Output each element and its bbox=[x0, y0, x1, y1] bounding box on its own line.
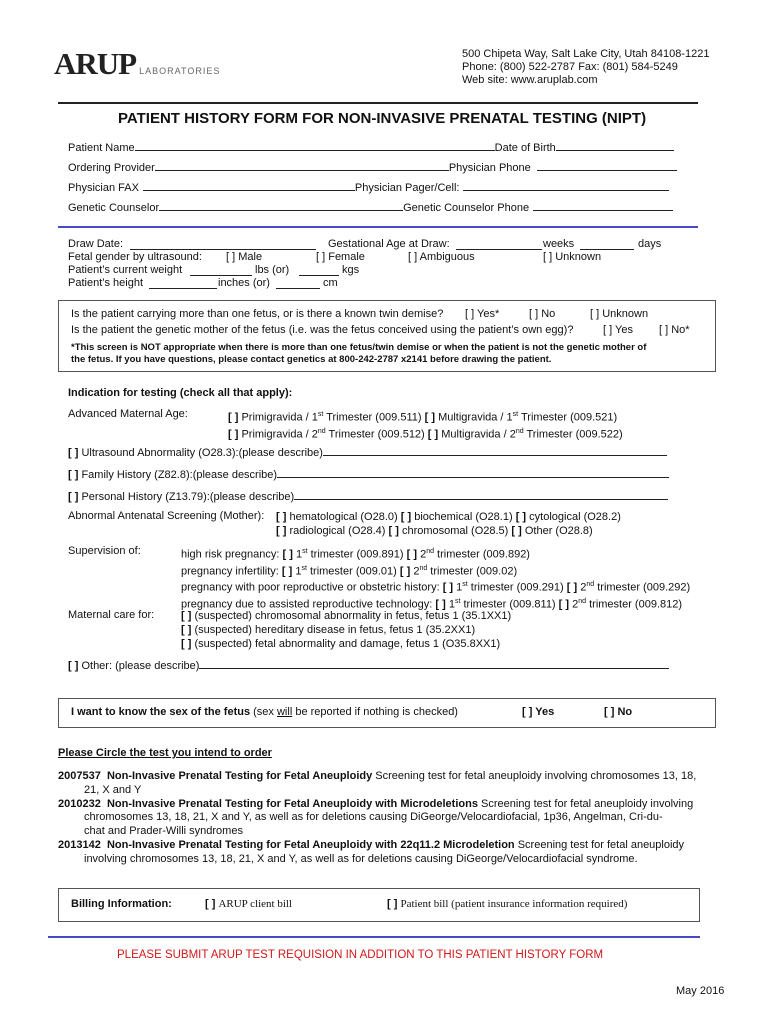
personal-field[interactable] bbox=[294, 488, 668, 500]
twin-note-line1: *This screen is NOT appropriate when there is more than one fetus/twin demise or when the patient is not the genetic mother of bbox=[71, 342, 647, 353]
client-bill-label: ARUP client bill bbox=[218, 898, 292, 910]
mat1-checkbox[interactable]: [ ] bbox=[181, 610, 192, 622]
ama-options bbox=[228, 408, 623, 441]
cm-label: cm bbox=[323, 277, 338, 289]
tests-list bbox=[58, 770, 718, 867]
weeks-field[interactable] bbox=[456, 238, 542, 250]
ultrasound-label: Ultrasound Abnormality (O28.3):(please describe) bbox=[81, 447, 323, 459]
indication-heading: Indication for testing (check all that apply): bbox=[68, 387, 293, 399]
header-rule bbox=[58, 102, 698, 104]
sex-q-a: (sex bbox=[253, 706, 277, 718]
prim2-label: Primigravida / 2 bbox=[241, 428, 318, 441]
genetic-counselor-phone-field[interactable] bbox=[533, 199, 673, 211]
hrp2: trimester (009.892) bbox=[437, 548, 530, 561]
family-row[interactable] bbox=[68, 466, 669, 481]
chrom-checkbox[interactable]: [ ] bbox=[388, 525, 399, 537]
inf1-checkbox[interactable]: [ ] bbox=[281, 565, 293, 578]
inches-label: inches (or) bbox=[218, 277, 270, 289]
art2-checkbox[interactable]: [ ] bbox=[558, 598, 570, 611]
unknown-checkbox[interactable]: [ ] Unknown bbox=[543, 251, 602, 263]
patient-bill-label: Patient bill (patient insurance information required) bbox=[400, 898, 628, 910]
twin-no-checkbox[interactable]: [ ] No bbox=[529, 308, 556, 320]
infert-label: pregnancy infertility: bbox=[181, 565, 279, 578]
weight-lbs-field[interactable] bbox=[190, 264, 252, 276]
sup: st bbox=[462, 581, 468, 589]
test-name: Non-Invasive Prenatal Testing for Fetal Aneuploidy with Microdeletions bbox=[106, 797, 478, 810]
poor-label: pregnancy with poor reproductive or obstetric history: bbox=[181, 581, 440, 594]
multi1-label: Multigravida / 1 bbox=[438, 411, 513, 424]
logo-text: ARUP bbox=[54, 46, 137, 81]
phone: Phone: (800) 522-2787 Fax: (801) 584-5249 bbox=[462, 61, 678, 73]
ultrasound-checkbox[interactable]: [ ] bbox=[68, 447, 79, 459]
sup: st bbox=[301, 564, 307, 572]
test-desc: Screening test for fetal aneuploidy involving bbox=[481, 797, 694, 810]
dob-label: Date of Birth bbox=[494, 142, 556, 154]
mother-yes-checkbox[interactable]: [ ] Yes bbox=[603, 324, 633, 336]
sex-yes-checkbox[interactable]: [ ] Yes bbox=[522, 706, 555, 718]
mat3-checkbox[interactable]: [ ] bbox=[181, 638, 192, 650]
sex-q-will: will bbox=[276, 706, 293, 718]
test-item[interactable] bbox=[58, 798, 718, 812]
mat2-label: (suspected) hereditary disease in fetus, fetus 1 (35.2XX1) bbox=[194, 624, 476, 636]
genetic-counselor-label: Genetic Counselor bbox=[68, 202, 160, 214]
twin-yes-checkbox[interactable]: [ ] Yes* bbox=[465, 308, 500, 320]
female-checkbox[interactable]: [ ] Female bbox=[316, 251, 365, 263]
num: 2 bbox=[580, 581, 587, 594]
supervision-label: Supervision of: bbox=[68, 545, 141, 557]
poor2-checkbox[interactable]: [ ] bbox=[566, 581, 578, 594]
ultrasound-row[interactable] bbox=[68, 444, 667, 459]
height-label: Patient’s height bbox=[68, 277, 144, 289]
poor1: trimester (009.291) bbox=[470, 581, 564, 594]
mat1-label: (suspected) chromosomal abnormality in fetus, fetus 1 (35.1XX1) bbox=[194, 610, 512, 622]
weeks-label: weeks bbox=[543, 238, 575, 250]
poor2: trimester (009.292) bbox=[597, 581, 691, 594]
physician-pager-label: Physician Pager/Cell: bbox=[354, 182, 460, 194]
cyto-checkbox[interactable]: [ ] bbox=[515, 511, 527, 523]
patient-name-field[interactable] bbox=[135, 139, 495, 151]
other-o-checkbox[interactable]: [ ] bbox=[511, 525, 522, 537]
days-label: days bbox=[638, 238, 662, 250]
kgs-label: kgs bbox=[342, 264, 360, 276]
client-bill-option[interactable] bbox=[205, 898, 292, 910]
other-row[interactable] bbox=[68, 657, 669, 672]
hema-checkbox[interactable]: [ ] bbox=[276, 511, 287, 523]
patient-bill-checkbox[interactable]: [ ] bbox=[387, 898, 398, 910]
family-checkbox[interactable]: [ ] bbox=[68, 469, 79, 481]
sup: nd bbox=[426, 548, 434, 555]
twin-q-text: Is the patient carrying more than one fetus, or is there a known twin demise? bbox=[71, 308, 444, 320]
prim1-tri: Trimester (009.511) bbox=[326, 411, 422, 424]
sup: st bbox=[317, 411, 324, 418]
ordering-provider-label: Ordering Provider bbox=[68, 162, 155, 174]
genetic-counselor-phone-label: Genetic Counselor Phone bbox=[403, 202, 530, 214]
hrp-label: high risk pregnancy: bbox=[181, 548, 280, 561]
male-checkbox[interactable]: [ ] Male bbox=[226, 251, 263, 263]
multi1-tri: Trimester (009.521) bbox=[520, 411, 618, 424]
genetic-counselor-row[interactable] bbox=[68, 199, 673, 214]
address-block bbox=[462, 48, 709, 87]
test-desc: Screening test for fetal aneuploidy bbox=[517, 838, 685, 851]
ama-label: Advanced Maternal Age: bbox=[68, 408, 188, 420]
weight-kgs-field[interactable] bbox=[299, 264, 339, 276]
test-desc-cont: involving chromosomes 13, 18, 21, X and Y, as well as for deletions causing DiGeorge/Velocardiofacial syndrome. bbox=[84, 852, 638, 865]
client-bill-checkbox[interactable]: [ ] bbox=[205, 898, 216, 910]
other-field[interactable] bbox=[199, 657, 669, 669]
multi2-checkbox[interactable]: [ ] bbox=[427, 428, 439, 441]
address: 500 Chipeta Way, Salt Lake City, Utah 84108-1221 bbox=[462, 48, 710, 60]
hrp2-checkbox[interactable]: [ ] bbox=[406, 548, 417, 561]
gest-age-label: Gestational Age at Draw: bbox=[328, 238, 450, 250]
test-desc-cont: 21, X and Y bbox=[84, 783, 142, 796]
num: 2 bbox=[420, 548, 427, 561]
arup-logo bbox=[54, 46, 220, 82]
physician-fax-row[interactable] bbox=[68, 179, 669, 194]
tests-heading: Please Circle the test you intend to order bbox=[58, 747, 272, 759]
height-inches-field[interactable] bbox=[149, 277, 217, 289]
weight-label: Patient’s current weight bbox=[68, 264, 183, 276]
sup: nd bbox=[317, 427, 326, 435]
num: 2 bbox=[572, 598, 579, 611]
personal-checkbox[interactable]: [ ] bbox=[68, 491, 79, 503]
sup: st bbox=[302, 548, 308, 555]
mother-question bbox=[71, 324, 711, 338]
prim2-checkbox[interactable]: [ ] bbox=[228, 428, 239, 441]
abnormal-label: Abnormal Antenatal Screening (Mother): bbox=[68, 510, 265, 522]
days-field[interactable] bbox=[580, 238, 634, 250]
prim1-checkbox[interactable]: [ ] bbox=[228, 411, 239, 424]
footer-rule bbox=[48, 936, 700, 938]
test-code: 2007537 bbox=[58, 770, 101, 782]
test-desc-cont: chromosomes 13, 18, 21, X and Y, as well as for deletions causing DiGeorge/Velocardiofacial, 1p36, Angelman, Cri-du- bbox=[84, 811, 663, 824]
other-o-label: Other (O28.8) bbox=[524, 525, 593, 537]
genetic-counselor-field[interactable] bbox=[159, 199, 403, 211]
sex-no-checkbox[interactable]: [ ] No bbox=[604, 706, 633, 718]
billing-label: Billing Information: bbox=[71, 898, 172, 910]
twin-question bbox=[71, 308, 711, 322]
sup: nd bbox=[586, 581, 595, 589]
inf2: trimester (009.02) bbox=[430, 565, 518, 578]
maternal-label: Maternal care for: bbox=[68, 609, 155, 621]
patient-name-label: Patient Name bbox=[68, 142, 135, 154]
mother-q-text: Is the patient the genetic mother of the fetus (i.e. was the fetus conceived using the patient’s own egg)? bbox=[71, 324, 574, 336]
num: 2 bbox=[413, 565, 420, 578]
test-code: 2010232 bbox=[58, 797, 101, 810]
submit-notice: PLEASE SUBMIT ARUP TEST REQUISION IN ADDITION TO THIS PATIENT HISTORY FORM bbox=[117, 949, 604, 961]
physician-phone-label: Physician Phone bbox=[448, 162, 531, 174]
multi2-tri: Trimester (009.522) bbox=[526, 428, 623, 441]
test-name: Non-Invasive Prenatal Testing for Fetal Aneuploidy bbox=[106, 770, 373, 782]
art2: trimester (009.812) bbox=[589, 598, 683, 611]
section-rule bbox=[58, 226, 698, 228]
dob-field[interactable] bbox=[556, 139, 674, 151]
physician-pager-field[interactable] bbox=[463, 179, 669, 191]
twin-note-line2: the fetus. If you have questions, please contact genetics at 800-242-2787 x2141 before drawing the patient. bbox=[71, 354, 552, 365]
test-code: 2013142 bbox=[58, 838, 101, 851]
twin-note bbox=[71, 342, 646, 366]
multi2-label: Multigravida / 2 bbox=[441, 428, 516, 441]
physician-fax-label: Physician FAX bbox=[68, 182, 139, 194]
sex-question bbox=[71, 706, 458, 718]
multi1-checkbox[interactable]: [ ] bbox=[424, 411, 436, 424]
bioc-label: biochemical (O28.1) bbox=[414, 511, 513, 523]
art-label: pregnancy due to assisted reproductive technology: bbox=[181, 598, 433, 611]
family-label: Family History (Z82.8):(please describe) bbox=[81, 469, 278, 481]
ordering-provider-row[interactable] bbox=[68, 159, 677, 174]
hrp1: trimester (009.891) bbox=[310, 548, 404, 561]
patient-name-row[interactable] bbox=[68, 139, 674, 154]
sup: nd bbox=[578, 597, 587, 605]
mat3-label: (suspected) fetal abnormality and damage, fetus 1 (O35.8XX1) bbox=[194, 638, 501, 650]
radio-label: radiological (O28.4) bbox=[289, 525, 386, 537]
art1-checkbox[interactable]: [ ] bbox=[435, 598, 446, 611]
test-name: Non-Invasive Prenatal Testing for Fetal Aneuploidy with 22q11.2 Microdeletion bbox=[106, 838, 515, 851]
personal-label: Personal History (Z13.79):(please describe) bbox=[81, 491, 295, 503]
fetal-gender-label: Fetal gender by ultrasound: bbox=[68, 251, 202, 263]
patient-bill-option[interactable] bbox=[387, 898, 627, 910]
draw-date-field[interactable] bbox=[130, 238, 316, 250]
lbs-label: lbs (or) bbox=[255, 264, 290, 276]
poor1-checkbox[interactable]: [ ] bbox=[442, 581, 454, 594]
logo-sub: LABORATORIES bbox=[139, 66, 221, 76]
art1: trimester (009.811) bbox=[463, 598, 556, 611]
personal-row[interactable] bbox=[68, 488, 668, 503]
maternal-options bbox=[181, 609, 511, 651]
revision-date: May 2016 bbox=[676, 985, 725, 997]
bioc-checkbox[interactable]: [ ] bbox=[400, 511, 412, 523]
ultrasound-field[interactable] bbox=[323, 444, 667, 456]
website: Web site: www.aruplab.com bbox=[462, 74, 598, 86]
mat2-checkbox[interactable]: [ ] bbox=[181, 624, 192, 636]
num: 1 bbox=[448, 598, 455, 611]
ordering-provider-field[interactable] bbox=[155, 159, 449, 171]
sex-q-b: be reported if nothing is checked) bbox=[292, 706, 458, 718]
chrom-label: chromosomal (O28.5) bbox=[401, 525, 509, 537]
num: 1 bbox=[295, 565, 302, 578]
prim1-label: Primigravida / 1 bbox=[241, 411, 318, 424]
sup: st bbox=[454, 597, 461, 605]
test-item[interactable] bbox=[58, 770, 718, 784]
inf1: trimester (009.01) bbox=[309, 565, 397, 578]
radio-checkbox[interactable]: [ ] bbox=[276, 525, 287, 537]
test-desc: Screening test for fetal aneuploidy involving chromosomes 13, 18, bbox=[375, 770, 697, 782]
inf2-checkbox[interactable]: [ ] bbox=[399, 565, 411, 578]
cyto-label: cytological (O28.2) bbox=[529, 511, 621, 523]
hema-label: hematological (O28.0) bbox=[289, 511, 398, 523]
page-title: PATIENT HISTORY FORM FOR NON-INVASIVE PRENATAL TESTING (NIPT) bbox=[118, 110, 647, 127]
test-desc-cont: chat and Prader-Willi syndromes bbox=[84, 825, 243, 838]
sup: nd bbox=[419, 564, 428, 572]
physician-phone-field[interactable] bbox=[537, 159, 677, 171]
hrp1-checkbox[interactable]: [ ] bbox=[282, 548, 293, 561]
ambiguous-checkbox[interactable]: [ ] Ambiguous bbox=[408, 251, 475, 263]
draw-date-label: Draw Date: bbox=[68, 238, 124, 250]
sup: st bbox=[512, 411, 519, 418]
family-field[interactable] bbox=[277, 466, 669, 478]
mother-no-checkbox[interactable]: [ ] No* bbox=[659, 324, 690, 336]
other-label: Other: (please describe) bbox=[81, 660, 200, 672]
num: 1 bbox=[456, 581, 463, 594]
draw-info bbox=[68, 238, 708, 290]
twin-unknown-checkbox[interactable]: [ ] Unknown bbox=[590, 308, 649, 320]
other-checkbox[interactable]: [ ] bbox=[68, 660, 79, 672]
test-item[interactable] bbox=[58, 839, 718, 853]
physician-fax-field[interactable] bbox=[143, 179, 355, 191]
sex-q-bold: I want to know the sex of the fetus bbox=[71, 706, 251, 718]
num: 1 bbox=[295, 548, 303, 561]
supervision-options bbox=[181, 545, 690, 612]
prim2-tri: Trimester (009.512) bbox=[328, 428, 425, 441]
sup: nd bbox=[515, 427, 524, 435]
height-cm-field[interactable] bbox=[276, 277, 320, 289]
abnormal-options bbox=[276, 510, 621, 538]
